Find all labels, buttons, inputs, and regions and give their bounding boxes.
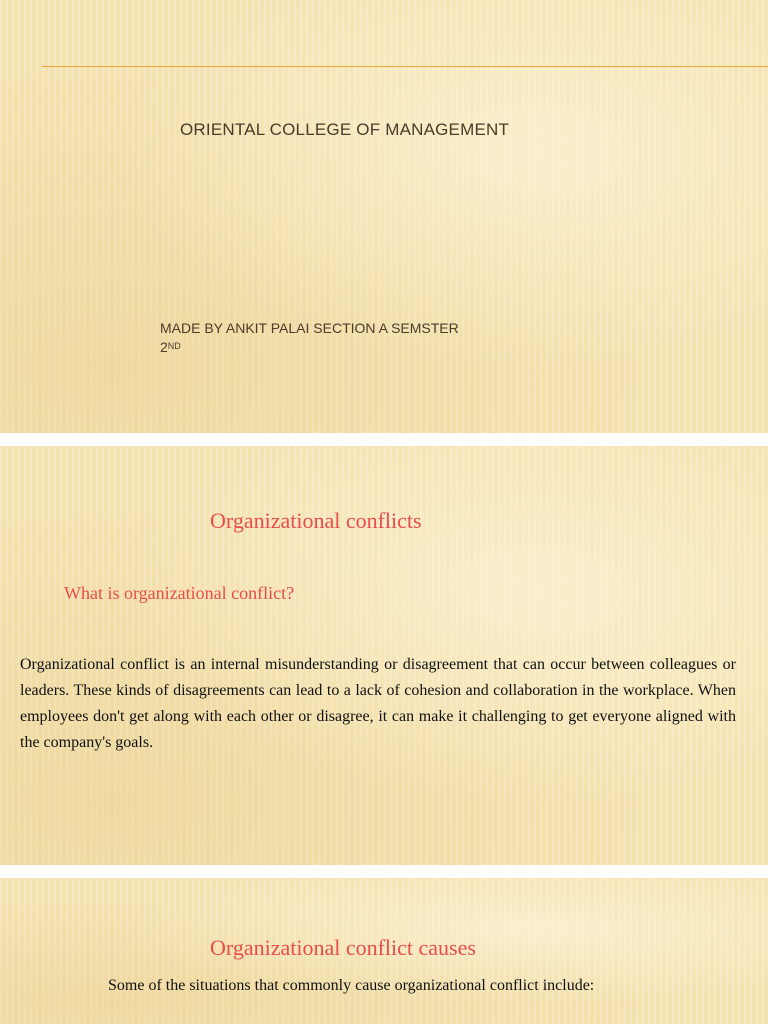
definition-paragraph: Organizational conflict is an internal misunderstanding or disagreement that can occur between colleagues or leaders. These kinds of disagreements can lead to a lack of cohesion and collaboration in the workplace. When employees don't get along with each other or disagree, it can make it challenging to get everyone aligned with the company's goals. [20, 656, 736, 751]
title-slide [0, 0, 768, 433]
author-line: MADE BY ANKIT PALAI SECTION A SEMSTER [160, 320, 459, 336]
causes-intro-text: Some of the situations that commonly cause organizational conflict include: [108, 977, 595, 994]
semester-number: 2 [160, 339, 168, 355]
slide-title: ORIENTAL COLLEGE OF MANAGEMENT [180, 120, 510, 139]
slide-heading: Organizational conflicts [210, 508, 422, 533]
slide-question: What is organizational conflict? [64, 583, 295, 603]
top-accent-rule [42, 66, 768, 67]
semester-ordinal-suffix: ND [167, 341, 181, 351]
definition-slide [0, 446, 768, 865]
slide-heading: Organizational conflict causes [210, 935, 476, 960]
author-subtitle [160, 319, 459, 357]
causes-slide [0, 878, 768, 1024]
